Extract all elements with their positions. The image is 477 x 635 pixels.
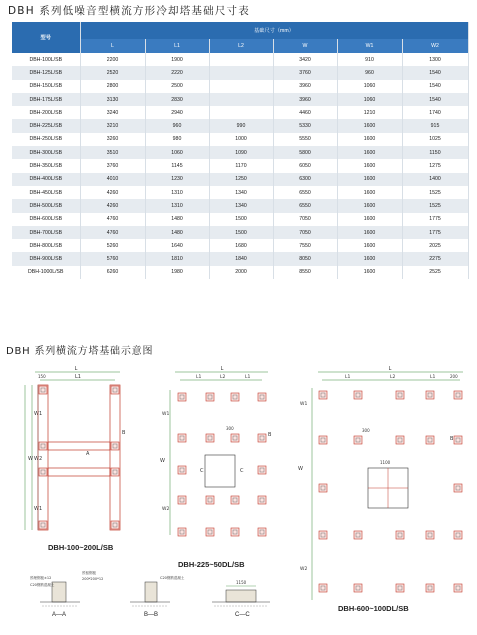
model-cell: DBH-700L/SB: [12, 226, 80, 239]
value-cell: 1500: [209, 226, 273, 239]
value-cell: 1250: [209, 173, 273, 186]
value-cell: 1060: [145, 146, 209, 159]
column-header: L2: [209, 39, 273, 53]
value-cell: 5330: [273, 119, 337, 132]
value-cell: 3240: [80, 106, 145, 119]
table-row: [12, 186, 468, 199]
value-cell: 1525: [402, 199, 468, 212]
table-row: [12, 239, 468, 252]
table-row: [12, 93, 468, 106]
figure-2-drawing: [160, 366, 272, 536]
fig2-dim-300: 300: [226, 426, 234, 431]
cut-cc-dim-1150: 1150: [236, 580, 247, 585]
value-cell: 8550: [273, 266, 337, 279]
value-cell: 2525: [402, 266, 468, 279]
table-row: [12, 252, 468, 265]
foundation-drawings: [0, 360, 477, 635]
value-cell: 2500: [145, 80, 209, 93]
value-cell: 1340: [209, 186, 273, 199]
value-cell: 2220: [145, 66, 209, 79]
value-cell: 1480: [145, 213, 209, 226]
value-cell: 7050: [273, 213, 337, 226]
value-cell: 5760: [80, 252, 145, 265]
fig2-dim-L1b: L1: [245, 375, 251, 380]
value-cell: 1810: [145, 252, 209, 265]
model-cell: DBH-250L/SB: [12, 133, 80, 146]
table-row: [12, 119, 468, 132]
column-header: W1: [337, 39, 402, 53]
value-cell: 1600: [337, 146, 402, 159]
cut-aa-note-embed: 预留钢板: [82, 571, 96, 575]
value-cell: 5260: [80, 239, 145, 252]
value-cell: 1145: [145, 159, 209, 172]
value-cell: 1000: [209, 133, 273, 146]
model-cell: DBH-350L/SB: [12, 159, 80, 172]
value-cell: 6300: [273, 173, 337, 186]
table-row: [12, 266, 468, 279]
value-cell: 3420: [273, 53, 337, 66]
value-cell: 2000: [209, 266, 273, 279]
value-cell: 1775: [402, 213, 468, 226]
table-row: [12, 106, 468, 119]
fig3-dim-W2: W2: [300, 567, 308, 572]
figure-3-drawing: [298, 366, 463, 600]
table-row: [12, 213, 468, 226]
fig2-dim-L2: L2: [220, 375, 226, 380]
fig2-dim-W1: W1: [162, 412, 170, 417]
table-row: [12, 226, 468, 239]
value-cell: 1600: [337, 252, 402, 265]
group-header: 基础尺寸（mm）: [80, 22, 468, 39]
value-cell: 1300: [402, 53, 468, 66]
fig3-dim-W: W: [298, 466, 303, 472]
value-cell: 1540: [402, 80, 468, 93]
column-header: L: [80, 39, 145, 53]
model-cell: DBH-900L/SB: [12, 252, 80, 265]
value-cell: 1600: [337, 213, 402, 226]
column-header: L1: [145, 39, 209, 53]
model-cell: DBH-450L/SB: [12, 186, 80, 199]
model-cell: DBH-175L/SB: [12, 93, 80, 106]
fig3-dim-1100: 1100: [380, 460, 391, 465]
fig3-mark-B: B: [450, 436, 454, 442]
fig2-dim-L1: L1: [196, 375, 202, 380]
value-cell: 1600: [337, 199, 402, 212]
value-cell: 1210: [337, 106, 402, 119]
value-cell: 1540: [402, 93, 468, 106]
figure-1-label: DBH-100~200L/SB: [48, 543, 114, 552]
model-cell: DBH-225L/SB: [12, 119, 80, 132]
value-cell: 1025: [402, 133, 468, 146]
value-cell: 1840: [209, 252, 273, 265]
table-row: [12, 199, 468, 212]
fig3-dim-L2: L2: [390, 375, 396, 380]
fig3-dim-200: 200: [450, 374, 458, 379]
value-cell: 3130: [80, 93, 145, 106]
value-cell: 1150: [402, 146, 468, 159]
value-cell: 1525: [402, 186, 468, 199]
fig1-dim-150: 150: [38, 374, 46, 379]
table-row: [12, 159, 468, 172]
value-cell: 3760: [273, 66, 337, 79]
value-cell: 990: [209, 119, 273, 132]
value-cell: [209, 66, 273, 79]
fig2-dim-W2: W2: [162, 507, 170, 512]
value-cell: 1600: [337, 119, 402, 132]
value-cell: 1060: [337, 80, 402, 93]
fig2-mark-C2: C: [240, 468, 244, 474]
value-cell: 1480: [145, 226, 209, 239]
value-cell: 1500: [209, 213, 273, 226]
value-cell: 1230: [145, 173, 209, 186]
value-cell: 1310: [145, 186, 209, 199]
fig1-mark-A: A: [86, 451, 90, 457]
value-cell: 6050: [273, 159, 337, 172]
value-cell: 8050: [273, 252, 337, 265]
fig1-dim-W: W: [28, 456, 33, 462]
figure-1-drawing: [25, 366, 126, 530]
column-header: W2: [402, 39, 468, 53]
value-cell: 4460: [273, 106, 337, 119]
fig3-dim-W1: W1: [300, 402, 308, 407]
value-cell: 1310: [145, 199, 209, 212]
value-cell: 980: [145, 133, 209, 146]
value-cell: 1600: [337, 186, 402, 199]
table-row: [12, 133, 468, 146]
table-row: [12, 146, 468, 159]
fig1-dim-L1: L1: [75, 374, 81, 380]
cut-cc-label: C—C: [235, 612, 250, 618]
value-cell: 1600: [337, 239, 402, 252]
fig2-dim-L: L: [220, 366, 224, 372]
section-cuts: [30, 570, 270, 606]
value-cell: 1090: [209, 146, 273, 159]
fig1-dim-W1: W1: [34, 411, 43, 417]
model-cell: DBH-1000L/SB: [12, 266, 80, 279]
model-cell: DBH-200L/SB: [12, 106, 80, 119]
model-cell: DBH-500L/SB: [12, 199, 80, 212]
value-cell: 960: [145, 119, 209, 132]
column-header: W: [273, 39, 337, 53]
value-cell: 3210: [80, 119, 145, 132]
value-cell: 1980: [145, 266, 209, 279]
value-cell: 4760: [80, 226, 145, 239]
value-cell: 1600: [337, 173, 402, 186]
value-cell: 915: [402, 119, 468, 132]
value-cell: 2800: [80, 80, 145, 93]
fig3-dim-L: L: [388, 366, 392, 372]
fig2-mark-B: B: [268, 432, 272, 438]
value-cell: 1640: [145, 239, 209, 252]
fig3-dim-L1b: L1: [430, 375, 436, 380]
value-cell: 1775: [402, 226, 468, 239]
model-cell: DBH-400L/SB: [12, 173, 80, 186]
value-cell: [209, 53, 273, 66]
fig1-dim-L: L: [74, 366, 78, 372]
fig2-mark-C: C: [200, 468, 204, 474]
value-cell: 3760: [80, 159, 145, 172]
value-cell: 3960: [273, 80, 337, 93]
model-cell: DBH-150L/SB: [12, 80, 80, 93]
value-cell: [209, 106, 273, 119]
value-cell: 2025: [402, 239, 468, 252]
dimension-table-container: [12, 22, 468, 279]
value-cell: 1340: [209, 199, 273, 212]
value-cell: 1600: [337, 133, 402, 146]
cut-aa-note-rebar: 200*200*12: [82, 577, 104, 581]
value-cell: 2275: [402, 252, 468, 265]
model-cell: DBH-125L/SB: [12, 66, 80, 79]
value-cell: 1680: [209, 239, 273, 252]
value-cell: 1600: [337, 226, 402, 239]
value-cell: 1600: [337, 159, 402, 172]
dimension-table: [12, 22, 469, 279]
figure-3-label: DBH-600~100DL/SB: [338, 604, 409, 613]
page-title: DBH 系列低噪音型横流方形冷却塔基础尺寸表: [8, 5, 250, 17]
value-cell: 1275: [402, 159, 468, 172]
value-cell: 2200: [80, 53, 145, 66]
value-cell: 2940: [145, 106, 209, 119]
figure-2-label: DBH-225~50DL/SB: [178, 560, 245, 569]
value-cell: [209, 80, 273, 93]
cut-aa-label: A—A: [52, 612, 67, 618]
model-cell: DBH-100L/SB: [12, 53, 80, 66]
fig1-mark-B: B: [122, 430, 126, 436]
value-cell: 3260: [80, 133, 145, 146]
value-cell: 4260: [80, 186, 145, 199]
value-cell: 4010: [80, 173, 145, 186]
value-cell: 1170: [209, 159, 273, 172]
value-cell: 6550: [273, 186, 337, 199]
value-cell: 6550: [273, 199, 337, 212]
value-cell: 4260: [80, 199, 145, 212]
value-cell: 2830: [145, 93, 209, 106]
cut-bb-label: B—B: [144, 612, 159, 618]
value-cell: 4760: [80, 213, 145, 226]
value-cell: [209, 93, 273, 106]
value-cell: 3510: [80, 146, 145, 159]
value-cell: 1540: [402, 66, 468, 79]
table-row: [12, 80, 468, 93]
model-cell: DBH-300L/SB: [12, 146, 80, 159]
fig3-dim-300: 300: [362, 428, 370, 433]
value-cell: 1600: [337, 266, 402, 279]
value-cell: 5550: [273, 133, 337, 146]
value-cell: 7050: [273, 226, 337, 239]
model-header: 型号: [12, 22, 80, 53]
fig1-dim-W1b: W1: [34, 506, 43, 512]
cut-aa-note-level: 预埋钢板±12: [30, 576, 52, 580]
table-row: [12, 53, 468, 66]
value-cell: 910: [337, 53, 402, 66]
value-cell: 960: [337, 66, 402, 79]
value-cell: 1400: [402, 173, 468, 186]
fig2-dim-W: W: [160, 458, 165, 464]
value-cell: 1060: [337, 93, 402, 106]
value-cell: 3960: [273, 93, 337, 106]
value-cell: 2520: [80, 66, 145, 79]
fig3-dim-L1: L1: [345, 375, 351, 380]
section-title: DBH 系列横流方塔基础示意图: [6, 346, 154, 357]
fig1-dim-W2: W2: [34, 456, 43, 462]
value-cell: 5800: [273, 146, 337, 159]
model-cell: DBH-600L/SB: [12, 213, 80, 226]
value-cell: 1900: [145, 53, 209, 66]
value-cell: 6260: [80, 266, 145, 279]
model-cell: DBH-800L/SB: [12, 239, 80, 252]
cut-aa-note-concrete: C20钢筋混凝土: [30, 583, 55, 587]
table-row: [12, 66, 468, 79]
cut-bb-note-concrete: C20钢筋混凝土: [160, 576, 185, 580]
value-cell: 7550: [273, 239, 337, 252]
value-cell: 1740: [402, 106, 468, 119]
table-row: [12, 173, 468, 186]
